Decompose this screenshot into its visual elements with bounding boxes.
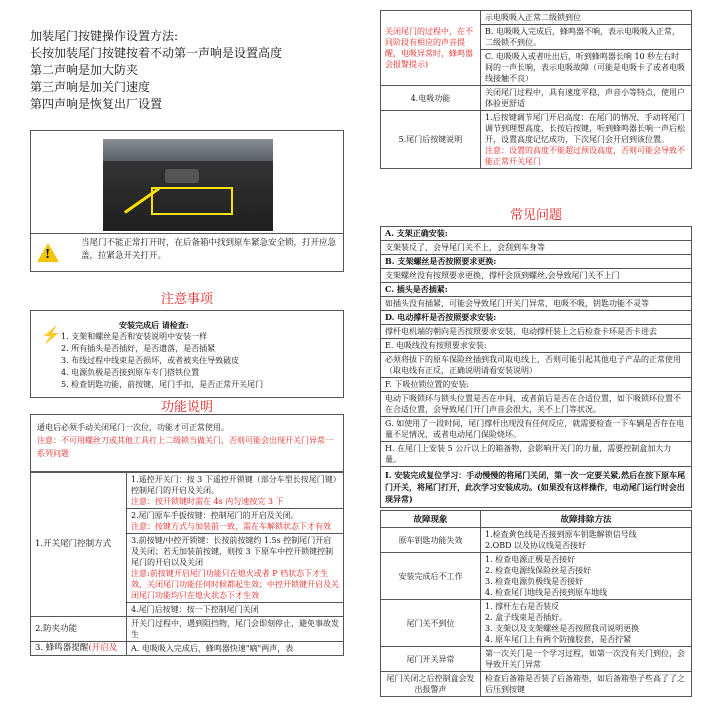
highlight-box: [151, 187, 233, 215]
function-table: [30, 472, 344, 656]
table-cell: [481, 600, 692, 647]
function-label-suction: 4.电吸功能: [381, 86, 481, 111]
list-item: 4. 电源负极是否接到原车专门搭铁位置: [61, 368, 200, 377]
faq-question: F. 下吸拉锁位置的安装:: [381, 378, 691, 392]
function-title: 功能说明: [160, 400, 213, 415]
table-cell: [127, 534, 344, 603]
faq-question: C. 插头是否插紧:: [381, 283, 691, 297]
intro-instructions: [30, 28, 350, 113]
table-cell: A. 电吸吸入完成后，蜂鸣器快速"嘀"两声，表: [127, 642, 344, 656]
faq-item: G. 如使用了一段时间，尾门撑杆出现没有任何反应，就需要检查一下车辆是否存在电量不足情况，或者电动尾门保险烧坏。: [381, 417, 691, 442]
faq-answer: 支架装反了，会导尾门关不上，会刮到车身等: [381, 241, 691, 255]
table-cell: 开关门过程中，遇到阻挡物，尾门会即刻停止，避免事故发生: [127, 617, 344, 642]
list-item: 2. 所有插头是否插好，是否遗落，是否插紧: [61, 344, 216, 353]
cell-note: 注意：设置的高度不能超过预设高度，否则可能会导致不能正常开关尾门: [485, 146, 685, 166]
function-intro: [30, 414, 344, 472]
table-cell: [481, 528, 692, 553]
faq-question: B. 支架螺丝是否按照要求更换:: [381, 255, 691, 269]
cell-text: 2. 检查电源线保险丝是否接好: [485, 566, 592, 575]
faq-box: [380, 226, 692, 508]
fault-label: 尾门开关异常: [381, 647, 481, 672]
cell-text: 2. 盒子线束是否插好。: [485, 613, 568, 622]
cell-text: 4. 原车尾门上有两个防撞胶套，是否拧紧: [485, 635, 632, 644]
cell-text: 3.前按键/中控开锁键：长按前按键约 1.5s 控制尾门开启及关闭；若无加装前按键，则按 3 下原车中控开锁键控制尾门的开启以及关闭: [131, 536, 334, 567]
emergency-release-panel: [30, 130, 344, 272]
label-text: 3. 蜂鸣器提醒: [35, 643, 89, 653]
cell-text: 1.后按键调节尾门开启高度：在尾门的情况，手动将尾门调节到理想高度，长按后按键，听到蜂鸣器长响一声后松开，设置高度记忆成功，下次尾门会开启到该位置。: [485, 113, 685, 144]
troubleshooting-table: [380, 510, 692, 697]
fault-label: 尾门关不到位: [381, 600, 481, 647]
table-cell: 示电吸吸入正常二级锁到位: [481, 11, 692, 25]
function-intro-warning: 注意：不可用螺丝刀或其他工具打上二级锁当做关门，否则可能会出现开关门异常一系列问题: [37, 436, 333, 458]
table-cell: [481, 553, 692, 600]
list-item: 5. 检查钥匙功能，前按键，尾门手扣，是否正常开关尾门: [61, 380, 264, 389]
faq-question: A. 支架正确安装:: [381, 227, 691, 241]
notes-title: 注意事项: [160, 292, 213, 307]
faq-answer: 必须将拔下的原车保险丝插到我司取电线上，否则可能引起其他电子产品的正常使用（取电线有正反，正确说明请看安装说明）: [381, 353, 691, 378]
table-cell: 第一次关门是一个学习过程，如第一次没有关门到位，会导致开关门异常: [481, 647, 692, 672]
label-note: (开启及: [88, 643, 118, 653]
table-cell: 4.尾门后按键：按一下控制尾门关闭: [127, 603, 344, 617]
fault-label: 安装完成后不工作: [381, 553, 481, 600]
cell-text: 3. 支架以及支架螺丝是否按照我司说明更换: [485, 624, 640, 633]
emergency-release-text: 当尾门不能正常打开时，在后备箱中找到原车紧急安全锁，打开应急盖，拉紧急开关打开。: [81, 238, 337, 261]
cell-text: 2.尾门原车手扳按键：控制尾门的开启及关闭。: [131, 511, 299, 520]
cell-text: 1. 检查电源正极是否接好: [485, 555, 576, 564]
faq-question: D. 电动撑杆是否按照要求安装:: [381, 311, 691, 325]
faq-answer: 电动下吸锁环与锁头位置是否在中间，或者前后是否在合适位置，如下吸锁环位置不在合适位置，会导致尾门开门声音会很大，关不上门等状况。: [381, 392, 691, 417]
column-header: 故障现象: [381, 511, 481, 528]
table-cell: C. 电吸吸入或者吐出后，听到蜂鸣器长响 10 秒左右时间的一声长响，表示电吸故障（可能是电吸卡了或者电吸线接触不良）: [481, 50, 692, 86]
notes-head: 安装完成后 请检查:: [119, 320, 189, 330]
cell-note: 注意：按开锁键时需在 4s 内匀速按完 3 下: [131, 497, 284, 506]
cell-text: 3. 检查电源负极线是否接好: [485, 577, 584, 586]
intro-line-3: 第二声响是加大防夹: [30, 63, 139, 77]
list-item: 1. 支架和螺丝是否和安装说明中安装一样: [61, 332, 208, 341]
notes-box: [30, 310, 344, 398]
function-intro-text: 通电后必须手动关闭尾门一次位，功能才可正常使用。: [37, 423, 229, 432]
intro-line-1: 加装尾门按键操作设置方法:: [30, 29, 179, 43]
table-cell: B. 电吸吸入完成后，蜂鸣器不响，表示电吸吸入正常，二级锁不到位。: [481, 25, 692, 50]
intro-line-4: 第三声响是加关门速度: [30, 80, 151, 94]
cell-text: 1.遥控开关门：按 3 下遥控开锁键（部分车型长按尾门键）控制尾门的开启及关闭。: [131, 475, 337, 495]
function-label-control: 1.开关尾门控制方式: [31, 473, 127, 617]
cell-text: 1.检查黄色线是否接到原车钥匙解锁信号线: [485, 530, 637, 539]
intro-line-5: 第四声响是恢复出厂设置: [30, 97, 163, 111]
faq-answer: 如插头没有插紧，可能会导致尾门开关门异常，电吸不吸，钥匙功能不灵等: [381, 297, 691, 311]
function-label-buzzer: [31, 642, 127, 656]
table-cell: [127, 473, 344, 509]
table-cell: 关闭尾门过程中，具有速度平稳，声音小等特点，使用户体验更舒适: [481, 86, 692, 111]
fault-label: 尾门关闭之后控制盒会发出报警声: [381, 672, 481, 697]
list-item: 3. 布线过程中线束是否损坏，或者被夹住导致破皮: [61, 356, 240, 365]
faq-item: H. 在尾门上安装 5 公斤以上的箱备物，会影响开关门的力量，需要控制盒加大力量。: [381, 442, 691, 467]
function-label-anti-pinch: 2.防夹功能: [31, 617, 127, 642]
buzzer-label-note: 关闭尾门的过程中，在不同阶段有相应的声音提醒，电吸异常时，蜂鸣器会报警提示): [381, 11, 481, 86]
faq-title: 常见问题: [509, 208, 562, 223]
faq-answer: 支架螺丝没有按照要求更换，撑杆会顶到螺丝,会导致尾门关不上门: [381, 269, 691, 283]
cell-text: 4. 检查尾门地线是否接到原车地线: [485, 588, 608, 597]
tailgate-photo: [103, 139, 273, 231]
faq-answer: 撑杆电机端的朝向是否按照要求安装，电动撑杆装上之后检查卡环是否卡进去: [381, 325, 691, 339]
faq-item: I. 安装完成复位学习：手动慢慢的将尾门关闭，第一次一定要关紧,然后在按下原车尾门开关，将尾门打开，此次学习安装成功。(如果没有这样操作，电动尾门运行时会出现异常): [385, 470, 686, 504]
column-header: 故障排除方法: [481, 511, 692, 528]
cell-note: 注意：按键方式与加装前一致，需在车解锁状态下才有效: [131, 522, 331, 531]
cell-note: 注意:前按键开启尾门功能只在熄火或者 P 档状态下才生效，关闭尾门功能任何时候都起生效；中控开锁键开启及关闭尾门功能均只在熄火状态下才生效: [131, 569, 339, 600]
table-cell: [127, 509, 344, 534]
function-label-rear-button: 5.尾门后按键说明: [381, 111, 481, 169]
table-cell: [481, 111, 692, 169]
cell-text: 1. 撑杆左右是否装反: [485, 602, 560, 611]
fault-label: 原车钥匙功能失效: [381, 528, 481, 553]
function-table-continued: [380, 10, 692, 169]
intro-line-2: 长按加装尾门按键按着不动第一声响是设置高度: [30, 46, 283, 60]
faq-question: E. 电吸线没有按照要求安装:: [381, 339, 691, 353]
warning-triangle-icon: !: [37, 243, 59, 262]
cell-text: 2.OBD 以及协议线是否接好: [485, 541, 587, 550]
notes-list: [61, 319, 341, 391]
lightning-icon: ⚡: [41, 325, 61, 344]
table-cell: 检查后备箱是否装了后备箱垫，如后备箱垫子些高了了之后压到按键: [481, 672, 692, 697]
